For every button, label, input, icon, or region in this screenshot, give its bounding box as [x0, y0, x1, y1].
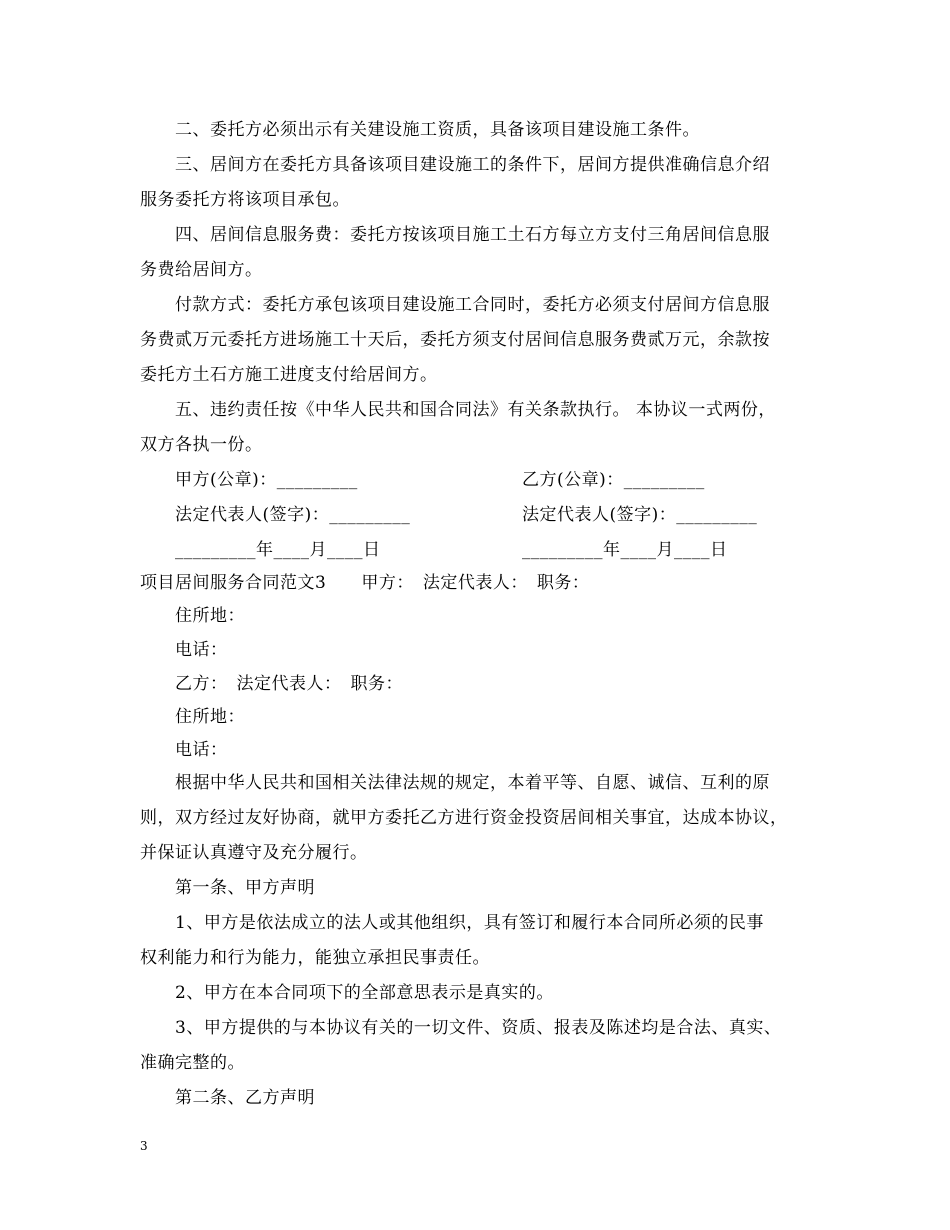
article-1-item-1-line-1: 1、甲方是依法成立的法人或其他组织，具有签订和履行本合同所必须的民事: [175, 913, 764, 933]
party-a-date-field: _________年____月____日: [175, 540, 381, 560]
article-1-item-3-line-2: 准确完整的。: [140, 1053, 245, 1073]
party-a-phone: 电话：: [175, 640, 228, 660]
article-1-title: 第一条、甲方声明: [175, 878, 315, 898]
party-b-date-field: _________年____月____日: [522, 540, 728, 560]
party-b-phone: 电话：: [175, 740, 228, 760]
party-b-rep-field: 法定代表人(签字)：_________: [522, 505, 758, 525]
party-b-address: 住所地：: [175, 707, 245, 727]
payment-line-3: 委托方土石方施工进度支付给居间方。: [140, 365, 438, 385]
clause-3-line-1: 三、居间方在委托方具备该项目建设施工的条件下，居间方提供准确信息介绍: [175, 155, 770, 175]
clause-3-line-2: 服务委托方将该项目承包。: [140, 190, 350, 210]
clause-4-line-1: 四、居间信息服务费：委托方按该项目施工土石方每立方支付三角居间信息服: [175, 225, 770, 245]
party-b-seal-field: 乙方(公章)：_________: [522, 470, 705, 490]
clause-5-line-1: 五、违约责任按《中华人民共和国合同法》有关条款执行。 本协议一式两份，: [175, 400, 776, 420]
article-1-item-2: 2、甲方在本合同项下的全部意思表示是真实的。: [175, 983, 554, 1003]
preamble-line-2: 则，双方经过友好协商，就甲方委托乙方进行资金投资居间相关事宜，达成本协议，: [140, 808, 788, 828]
clause-4-line-2: 务费给居间方。: [140, 260, 263, 280]
party-a-address: 住所地：: [175, 606, 245, 626]
payment-line-1: 付款方式：委托方承包该项目建设施工合同时，委托方必须支付居间方信息服: [175, 295, 770, 315]
contract-3-header: 项目居间服务合同范文3 甲方： 法定代表人： 职务：: [140, 573, 590, 593]
payment-line-2: 务费贰万元委托方进场施工十天后，委托方须支付居间信息服务费贰万元，余款按: [140, 330, 770, 350]
party-b-line: 乙方： 法定代表人： 职务：: [175, 674, 403, 694]
clause-2: 二、委托方必须出示有关建设施工资质，具备该项目建设施工条件。: [175, 120, 700, 140]
clause-5-line-2: 双方各执一份。: [140, 435, 263, 455]
page-number: 3: [140, 1139, 148, 1153]
article-1-item-1-line-2: 权利能力和行为能力，能独立承担民事责任。: [140, 948, 490, 968]
article-1-item-3-line-1: 3、甲方提供的与本协议有关的一切文件、资质、报表及陈述均是合法、真实、: [175, 1018, 782, 1038]
party-a-seal-field: 甲方(公章)：_________: [175, 470, 358, 490]
party-a-rep-field: 法定代表人(签字)：_________: [175, 505, 411, 525]
preamble-line-1: 根据中华人民共和国相关法律法规的规定，本着平等、自愿、诚信、互利的原: [175, 773, 770, 793]
preamble-line-3: 并保证认真遵守及充分履行。: [140, 843, 368, 863]
article-2-title: 第二条、乙方声明: [175, 1088, 315, 1108]
